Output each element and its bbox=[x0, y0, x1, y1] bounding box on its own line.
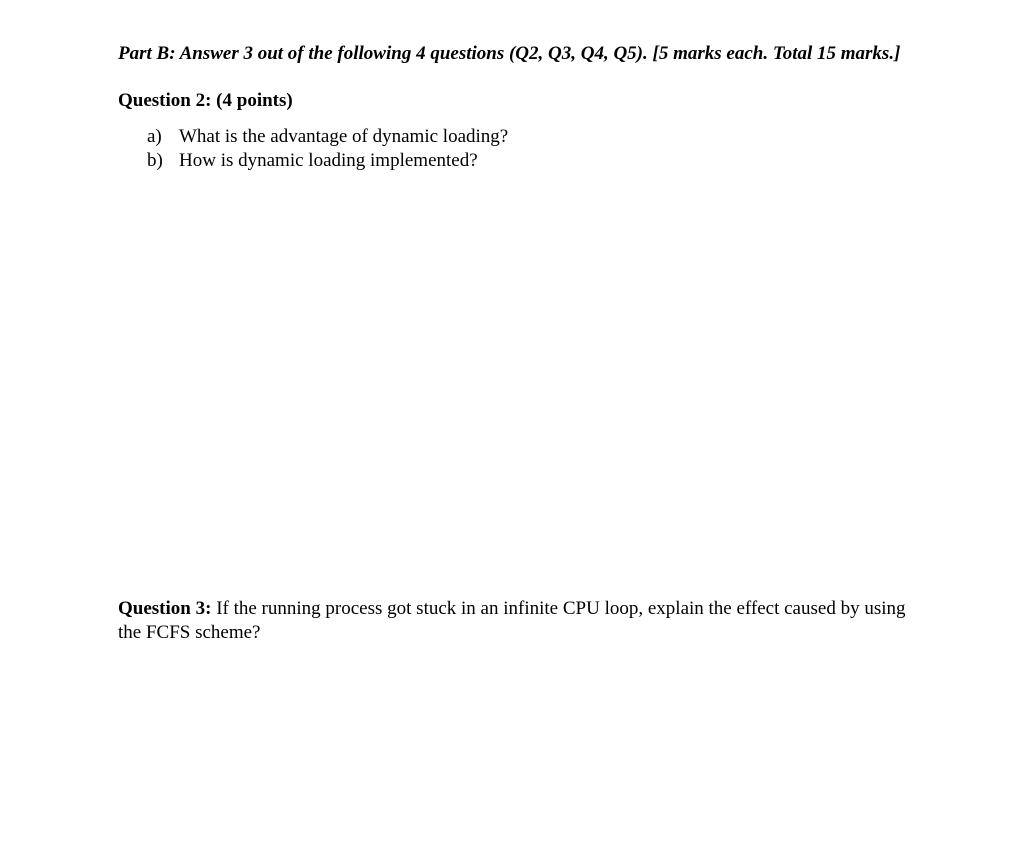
question-2-subquestions bbox=[147, 125, 508, 173]
item-text: How is dynamic loading implemented? bbox=[179, 150, 478, 171]
item-label: b) bbox=[147, 150, 163, 171]
question-2-heading: Question 2: (4 points) bbox=[118, 90, 293, 111]
question-3-text: If the running process got stuck in an infinite CPU loop, explain the effect caused by using the FCFS scheme? bbox=[118, 598, 906, 643]
question-2-item-a bbox=[147, 125, 508, 149]
item-label: a) bbox=[147, 126, 162, 147]
question-3 bbox=[118, 597, 918, 645]
question-3-label: Question 3: bbox=[118, 598, 212, 619]
question-2-item-b bbox=[147, 149, 508, 173]
item-text: What is the advantage of dynamic loading? bbox=[179, 126, 509, 147]
part-b-heading: Part B: Answer 3 out of the following 4 questions (Q2, Q3, Q4, Q5). [5 marks each. Total 15 marks.] bbox=[118, 43, 901, 64]
